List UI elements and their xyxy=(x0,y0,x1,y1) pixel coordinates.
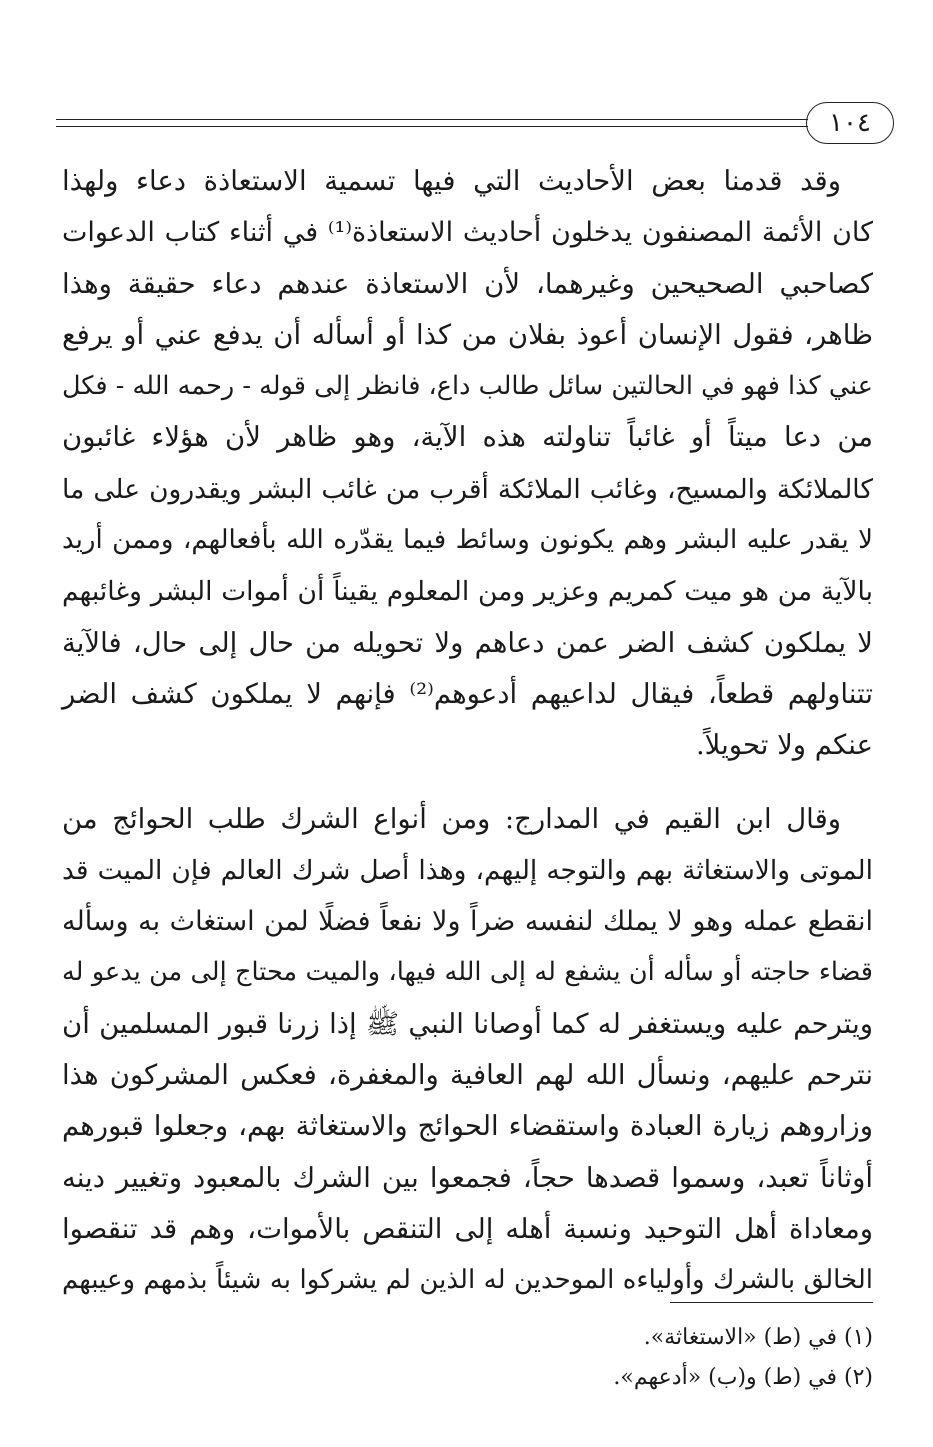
text-line: لا يقدر عليه البشر وهم يكونون وسائط فيما يقدّره الله بأفعالهم، وممن أريد xyxy=(62,525,873,556)
text-line: كصاحبي الصحيحين وغيرهما، لأن الاستعاذة عندهم دعاء حقيقة وهذا xyxy=(62,267,873,300)
text-line: تتناولهم قطعاً، فيقال لداعيهم أدعوهم⁽²⁾ فإنهم لا يملكون كشف الضر xyxy=(62,677,873,710)
text-line: وقال ابن القيم في المدارج: ومن أنواع الشرك طلب الحوائج من xyxy=(62,802,841,835)
header-rule-top xyxy=(56,119,808,120)
text-line: انقطع عمله وهو لا يملك لنفسه ضراً ولا نفعاً فضلًا لمن استغاث به وسأله xyxy=(62,906,873,938)
page-header xyxy=(56,102,894,150)
text-line: كالملائكة والمسيح، وغائب الملائكة أقرب من غائب البشر ويقدرون على ما xyxy=(62,473,873,505)
text-line: ومعاداة أهل التوحيد ونسبة أهله إلى التنقص بالأموات، وهم قد تنقصوا xyxy=(62,1212,873,1245)
text-line: أوثاناً تعبد، وسموا قصدها حجاً، فجمعوا بين الشرك بالمعبود وتغيير دينه xyxy=(62,1161,873,1194)
header-rule-bottom xyxy=(56,126,808,127)
text-line: الموتى والاستغاثة بهم والتوجه إليهم، وهذا أصل شرك العالم فإن الميت قد xyxy=(62,854,873,886)
text-line: الخالق بالشرك وأولياءه الموحدين له الذين لم يشركوا به شيئاً بذمهم وعيبهم xyxy=(62,1265,873,1296)
footnote-1: (١) في (ط) «الاستغاثة». xyxy=(643,1325,873,1350)
paragraph-1 xyxy=(62,156,873,772)
text-line: من دعا ميتاً أو غائباً تناولته هذه الآية، وهو ظاهر لأن هؤلاء غائبون xyxy=(62,421,873,454)
text-line: ظاهر، فقول الإنسان أعوذ بفلان من كذا أو أسأله أن يدفع عني أو يرفع xyxy=(62,318,873,351)
text-line: عنكم ولا تحويلاً. xyxy=(695,729,873,762)
text-line: قضاء حاجته أو سأله أن يشفع له إلى الله فيها، والميت محتاج إلى من يدعو له xyxy=(62,957,873,988)
footnote-separator xyxy=(670,1302,873,1303)
text-line: لا يملكون كشف الضر عمن دعاهم ولا تحويله من حال إلى حال، فالآية xyxy=(62,626,873,659)
text-line: بالآية من هو ميت كمريم وعزير ومن المعلوم يقيناً أن أموات البشر وغائبهم xyxy=(62,576,873,608)
text-line: نترحم عليهم، ونسأل الله لهم العافية والمغفرة، فعكس المشركون هذا xyxy=(62,1059,873,1092)
text-line: وقد قدمنا بعض الأحاديث التي فيها تسمية الاستعاذة دعاء ولهذا xyxy=(62,165,841,197)
page-number: ١٠٤ xyxy=(806,102,894,144)
text-line: وزاروهم زيارة العبادة واستقضاء الحوائج والاستغاثة بهم، وجعلوا قبورهم xyxy=(62,1110,873,1143)
footnotes xyxy=(62,1318,873,1398)
body-text xyxy=(62,156,873,1307)
footnote-2: (٢) في (ط) و(ب) «أدعهم». xyxy=(613,1365,873,1390)
paragraph-gap xyxy=(62,772,873,794)
text-line: عني كذا فهو في الحالتين سائل طالب داع، فانظر إلى قوله - رحمه الله - فكل xyxy=(62,371,873,402)
paragraph-2 xyxy=(62,794,873,1307)
text-line: كان الأئمة المصنفون يدخلون أحاديث الاستعاذة⁽¹⁾ في أثناء كتاب الدعوات xyxy=(62,217,873,249)
text-line: ويترحم عليه ويستغفر له كما أوصانا النبي ﷺ إذا زرنا قبور المسلمين أن xyxy=(62,1007,873,1040)
